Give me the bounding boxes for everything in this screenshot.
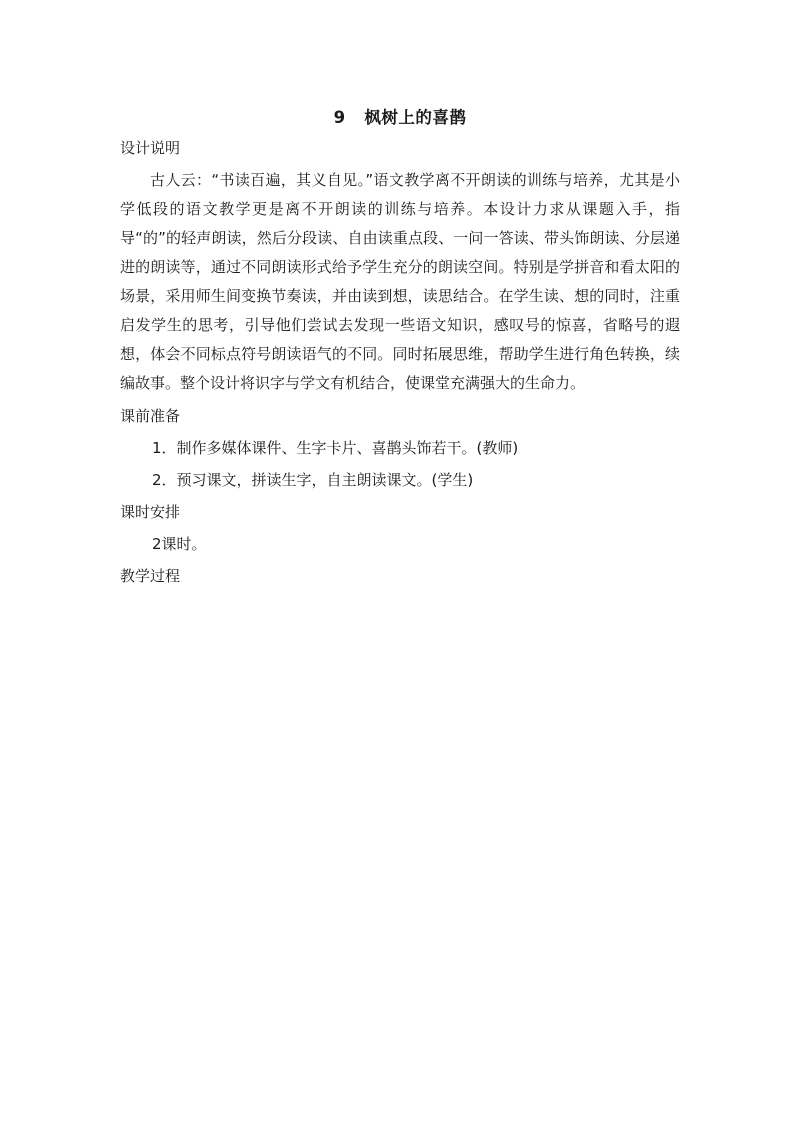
schedule-heading: 课时安排 <box>120 503 181 521</box>
process-heading: 教学过程 <box>120 567 181 585</box>
preparation-item-teacher: 1．制作多媒体课件、生字卡片、喜鹊头饰若干。(教师) <box>152 439 519 457</box>
schedule-text: 2课时。 <box>152 535 207 553</box>
document-content <box>120 104 680 590</box>
preparation-heading: 课前准备 <box>120 407 181 425</box>
design-note-paragraph: 古人云：“书读百遍，其义自见。”语文教学离不开朗读的训练与培养，尤其是小学低段的语文教学更是离不开朗读的训练与培养。本设计力求从课题入手，指导“的”的轻声朗读，然后分段读、自由读重点段、一问一答读、带头饰朗读、分层递进的朗读等，通过不同朗读形式给予学生充分的朗读空间。特别是学拼音和看太阳的场景，采用师生间变换节奏读，并由读到想，读思结合。在学生读、想的同时，注重启发学生的思考，引导他们尝试去发现一些语文知识，感叹号的惊喜，省略号的遐想，体会不同标点符号朗读语气的不同。同时拓展思维，帮助学生进行角色转换，续编故事。整个设计将识字与学文有机结合，使课堂充满强大的生命力。 <box>120 171 680 392</box>
design-note-heading: 设计说明 <box>120 139 181 157</box>
preparation-item-student: 2．预习课文，拼读生字，自主朗读课文。(学生) <box>152 471 474 489</box>
document-title: 9 枫树上的喜鹊 <box>333 108 467 127</box>
